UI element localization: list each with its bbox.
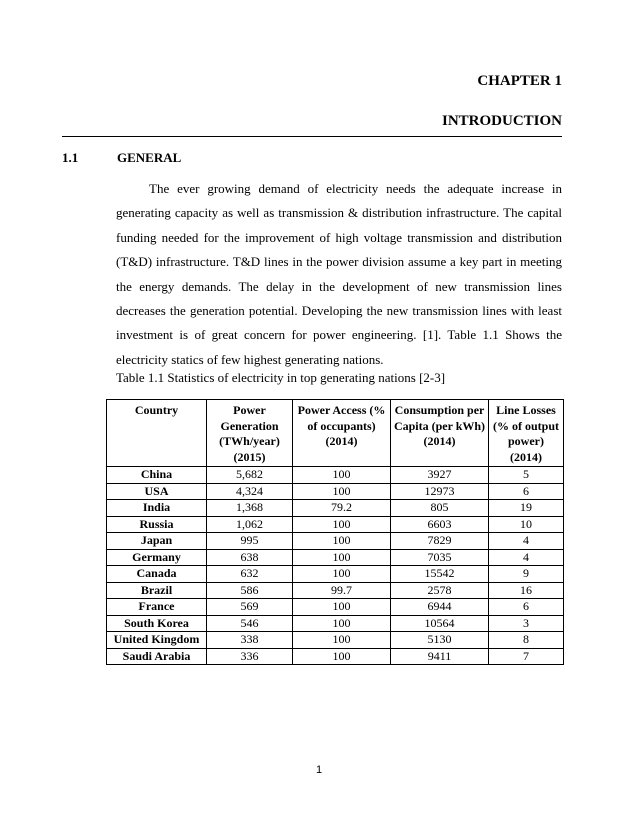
- table-cell: 3: [489, 615, 564, 632]
- table-row: [107, 566, 564, 583]
- table-row: [107, 467, 564, 484]
- column-header: Country: [107, 400, 207, 467]
- table-row: [107, 549, 564, 566]
- table-header-row: [107, 400, 564, 467]
- table-cell: 3927: [391, 467, 489, 484]
- table-cell: 4: [489, 533, 564, 550]
- table-cell: 2578: [391, 582, 489, 599]
- table-cell: 6: [489, 599, 564, 616]
- table-row: [107, 533, 564, 550]
- table-cell: 79.2: [293, 500, 391, 517]
- table-cell: 7829: [391, 533, 489, 550]
- section-title: GENERAL: [117, 150, 182, 165]
- table-cell: 10: [489, 516, 564, 533]
- country-cell: China: [107, 467, 207, 484]
- table-cell: 100: [293, 516, 391, 533]
- table-cell: 100: [293, 566, 391, 583]
- table-cell: 8: [489, 632, 564, 649]
- table-cell: 100: [293, 533, 391, 550]
- table-cell: 1,368: [207, 500, 293, 517]
- table-row: [107, 500, 564, 517]
- table-row: [107, 632, 564, 649]
- table-cell: 9411: [391, 648, 489, 665]
- table-cell: 100: [293, 599, 391, 616]
- table-cell: 569: [207, 599, 293, 616]
- country-cell: Saudi Arabia: [107, 648, 207, 665]
- country-cell: USA: [107, 483, 207, 500]
- table-cell: 6: [489, 483, 564, 500]
- table-cell: 19: [489, 500, 564, 517]
- table-cell: 336: [207, 648, 293, 665]
- country-cell: United Kingdom: [107, 632, 207, 649]
- section-number: 1.1: [62, 150, 79, 165]
- table-cell: 16: [489, 582, 564, 599]
- table-cell: 4: [489, 549, 564, 566]
- table-cell: 1,062: [207, 516, 293, 533]
- table-cell: 638: [207, 549, 293, 566]
- country-cell: Canada: [107, 566, 207, 583]
- table-cell: 5,682: [207, 467, 293, 484]
- table-body: [107, 467, 564, 665]
- electricity-stats-table: [106, 399, 564, 665]
- table-cell: 100: [293, 467, 391, 484]
- table-cell: 99.7: [293, 582, 391, 599]
- table-cell: 100: [293, 632, 391, 649]
- table-cell: 100: [293, 483, 391, 500]
- table-cell: 7: [489, 648, 564, 665]
- table-cell: 4,324: [207, 483, 293, 500]
- chapter-title: INTRODUCTION: [441, 113, 562, 129]
- table-cell: 12973: [391, 483, 489, 500]
- table-cell: 10564: [391, 615, 489, 632]
- column-header: Power Generation (TWh/year) (2015): [207, 400, 293, 467]
- section-heading: [62, 150, 181, 166]
- chapter-label: CHAPTER 1: [477, 73, 562, 89]
- table-row: [107, 483, 564, 500]
- table-cell: 995: [207, 533, 293, 550]
- country-cell: Brazil: [107, 582, 207, 599]
- page-number: 1: [315, 764, 323, 776]
- table-row: [107, 615, 564, 632]
- table-row: [107, 516, 564, 533]
- table-cell: 5: [489, 467, 564, 484]
- table-row: [107, 648, 564, 665]
- table-cell: 15542: [391, 566, 489, 583]
- table-cell: 100: [293, 615, 391, 632]
- table-cell: 6603: [391, 516, 489, 533]
- table-cell: 100: [293, 648, 391, 665]
- country-cell: Japan: [107, 533, 207, 550]
- country-cell: South Korea: [107, 615, 207, 632]
- table-cell: 7035: [391, 549, 489, 566]
- table-row: [107, 599, 564, 616]
- table-cell: 546: [207, 615, 293, 632]
- table-cell: 6944: [391, 599, 489, 616]
- country-cell: India: [107, 500, 207, 517]
- column-header: Power Access (% of occupants) (2014): [293, 400, 391, 467]
- country-cell: France: [107, 599, 207, 616]
- table-cell: 586: [207, 582, 293, 599]
- column-header: Line Losses (% of output power) (2014): [489, 400, 564, 467]
- table-row: [107, 582, 564, 599]
- table-cell: 100: [293, 549, 391, 566]
- table-cell: 338: [207, 632, 293, 649]
- country-cell: Germany: [107, 549, 207, 566]
- body-paragraph: The ever growing demand of electricity needs the adequate increase in generating capacity as well as transmission & distribution infrastructure. The capital funding needed for the improvement of high voltage transmission and distribution (T&D) infrastructure. T&D lines in the power division assume a key part in meeting the energy demands. The delay in the development of new transmission lines decreases the generation potential. Developing the new transmission lines with least investment is of great concern for power engineering. [1]. Table 1.1 Shows the electricity statics of few highest generating nations.: [116, 181, 562, 367]
- horizontal-rule: [62, 136, 562, 137]
- column-header: Consumption per Capita (per kWh) (2014): [391, 400, 489, 467]
- table-cell: 632: [207, 566, 293, 583]
- table-caption: Table 1.1 Statistics of electricity in top generating nations [2-3]: [116, 370, 446, 385]
- country-cell: Russia: [107, 516, 207, 533]
- table-cell: 5130: [391, 632, 489, 649]
- table-cell: 9: [489, 566, 564, 583]
- table-cell: 805: [391, 500, 489, 517]
